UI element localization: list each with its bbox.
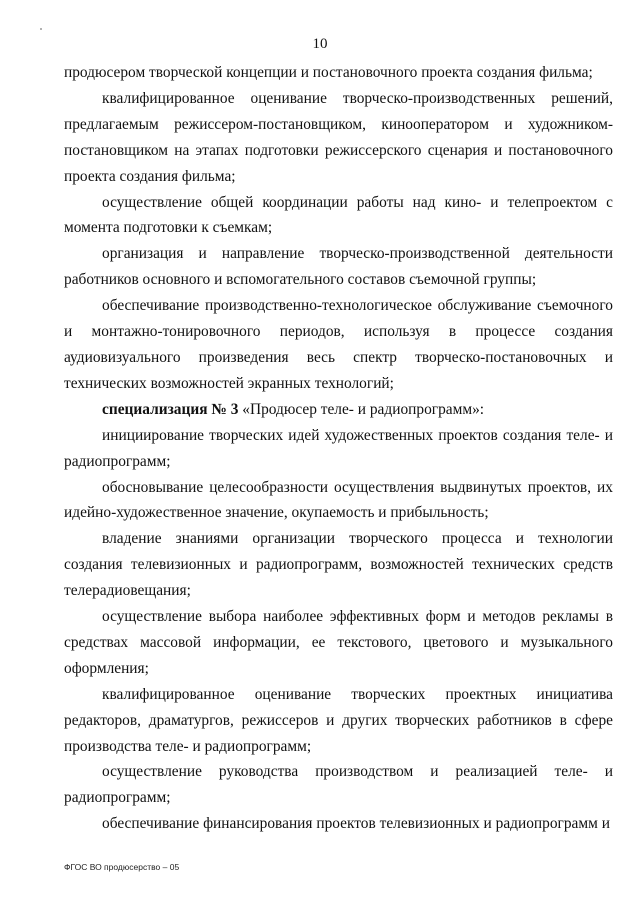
body-text: [64, 60, 613, 837]
specialization-heading: специализация № 3 «Продюсер теле- и радиопрограмм»:: [102, 400, 485, 418]
paragraph: осуществление выбора наиболее эффективных форм и методов рекламы в средствах массовой информации, ее текстового, цветового и музыкального оформления;: [64, 608, 613, 677]
page-number: 10: [312, 36, 328, 52]
paragraph: осуществление общей координации работы над кино- и телепроектом с момента подготовки к съемкам;: [64, 193, 613, 237]
paragraph: квалифицированное оценивание творческих проектных инициатива редакторов, драматургов, режиссеров и других творческих работников в сфере производства теле- и радиопрограмм;: [64, 685, 613, 755]
paragraph: осуществление руководства производством и реализацией теле- и радиопрограмм;: [64, 763, 613, 807]
paragraph: продюсером творческой концепции и постановочного проекта создания фильма;: [64, 64, 593, 81]
paragraph: организация и направление творческо-производственной деятельности работников основного и вспомогательного составов съемочной группы;: [64, 245, 613, 289]
paragraph: обеспечивание производственно-технологическое обслуживание съемочного и монтажно-тонировочного периодов, используя в процессе создания аудиовизуального произведения весь спектр творческо-постановочных и технических возможностей экранных технологий;: [64, 297, 613, 392]
specialization-label: специализация № 3: [102, 400, 239, 418]
scan-speck: [40, 28, 42, 30]
paragraph: инициирование творческих идей художественных проектов создания теле- и радиопрограмм;: [64, 426, 613, 470]
paragraph: обеспечивание финансирования проектов телевизионных и радиопрограмм и: [102, 815, 610, 833]
paragraph: обосновывание целесообразности осуществления выдвинутых проектов, их идейно-художественное значение, окупаемость и прибыльность;: [64, 478, 613, 522]
footer-document-code: ФГОС ВО продюсерство – 05: [64, 862, 180, 872]
paragraph: владение знаниями организации творческого процесса и технологии создания телевизионных и радиопрограмм, возможностей технических средств телерадиовещания;: [64, 530, 613, 600]
paragraph: квалифицированное оценивание творческо-производственных решений, предлагаемым режиссером-постановщиком, кинооператором и художником-постановщиком на этапах подготовки режиссерского сценария и постановочного проекта создания фильма;: [64, 89, 613, 185]
